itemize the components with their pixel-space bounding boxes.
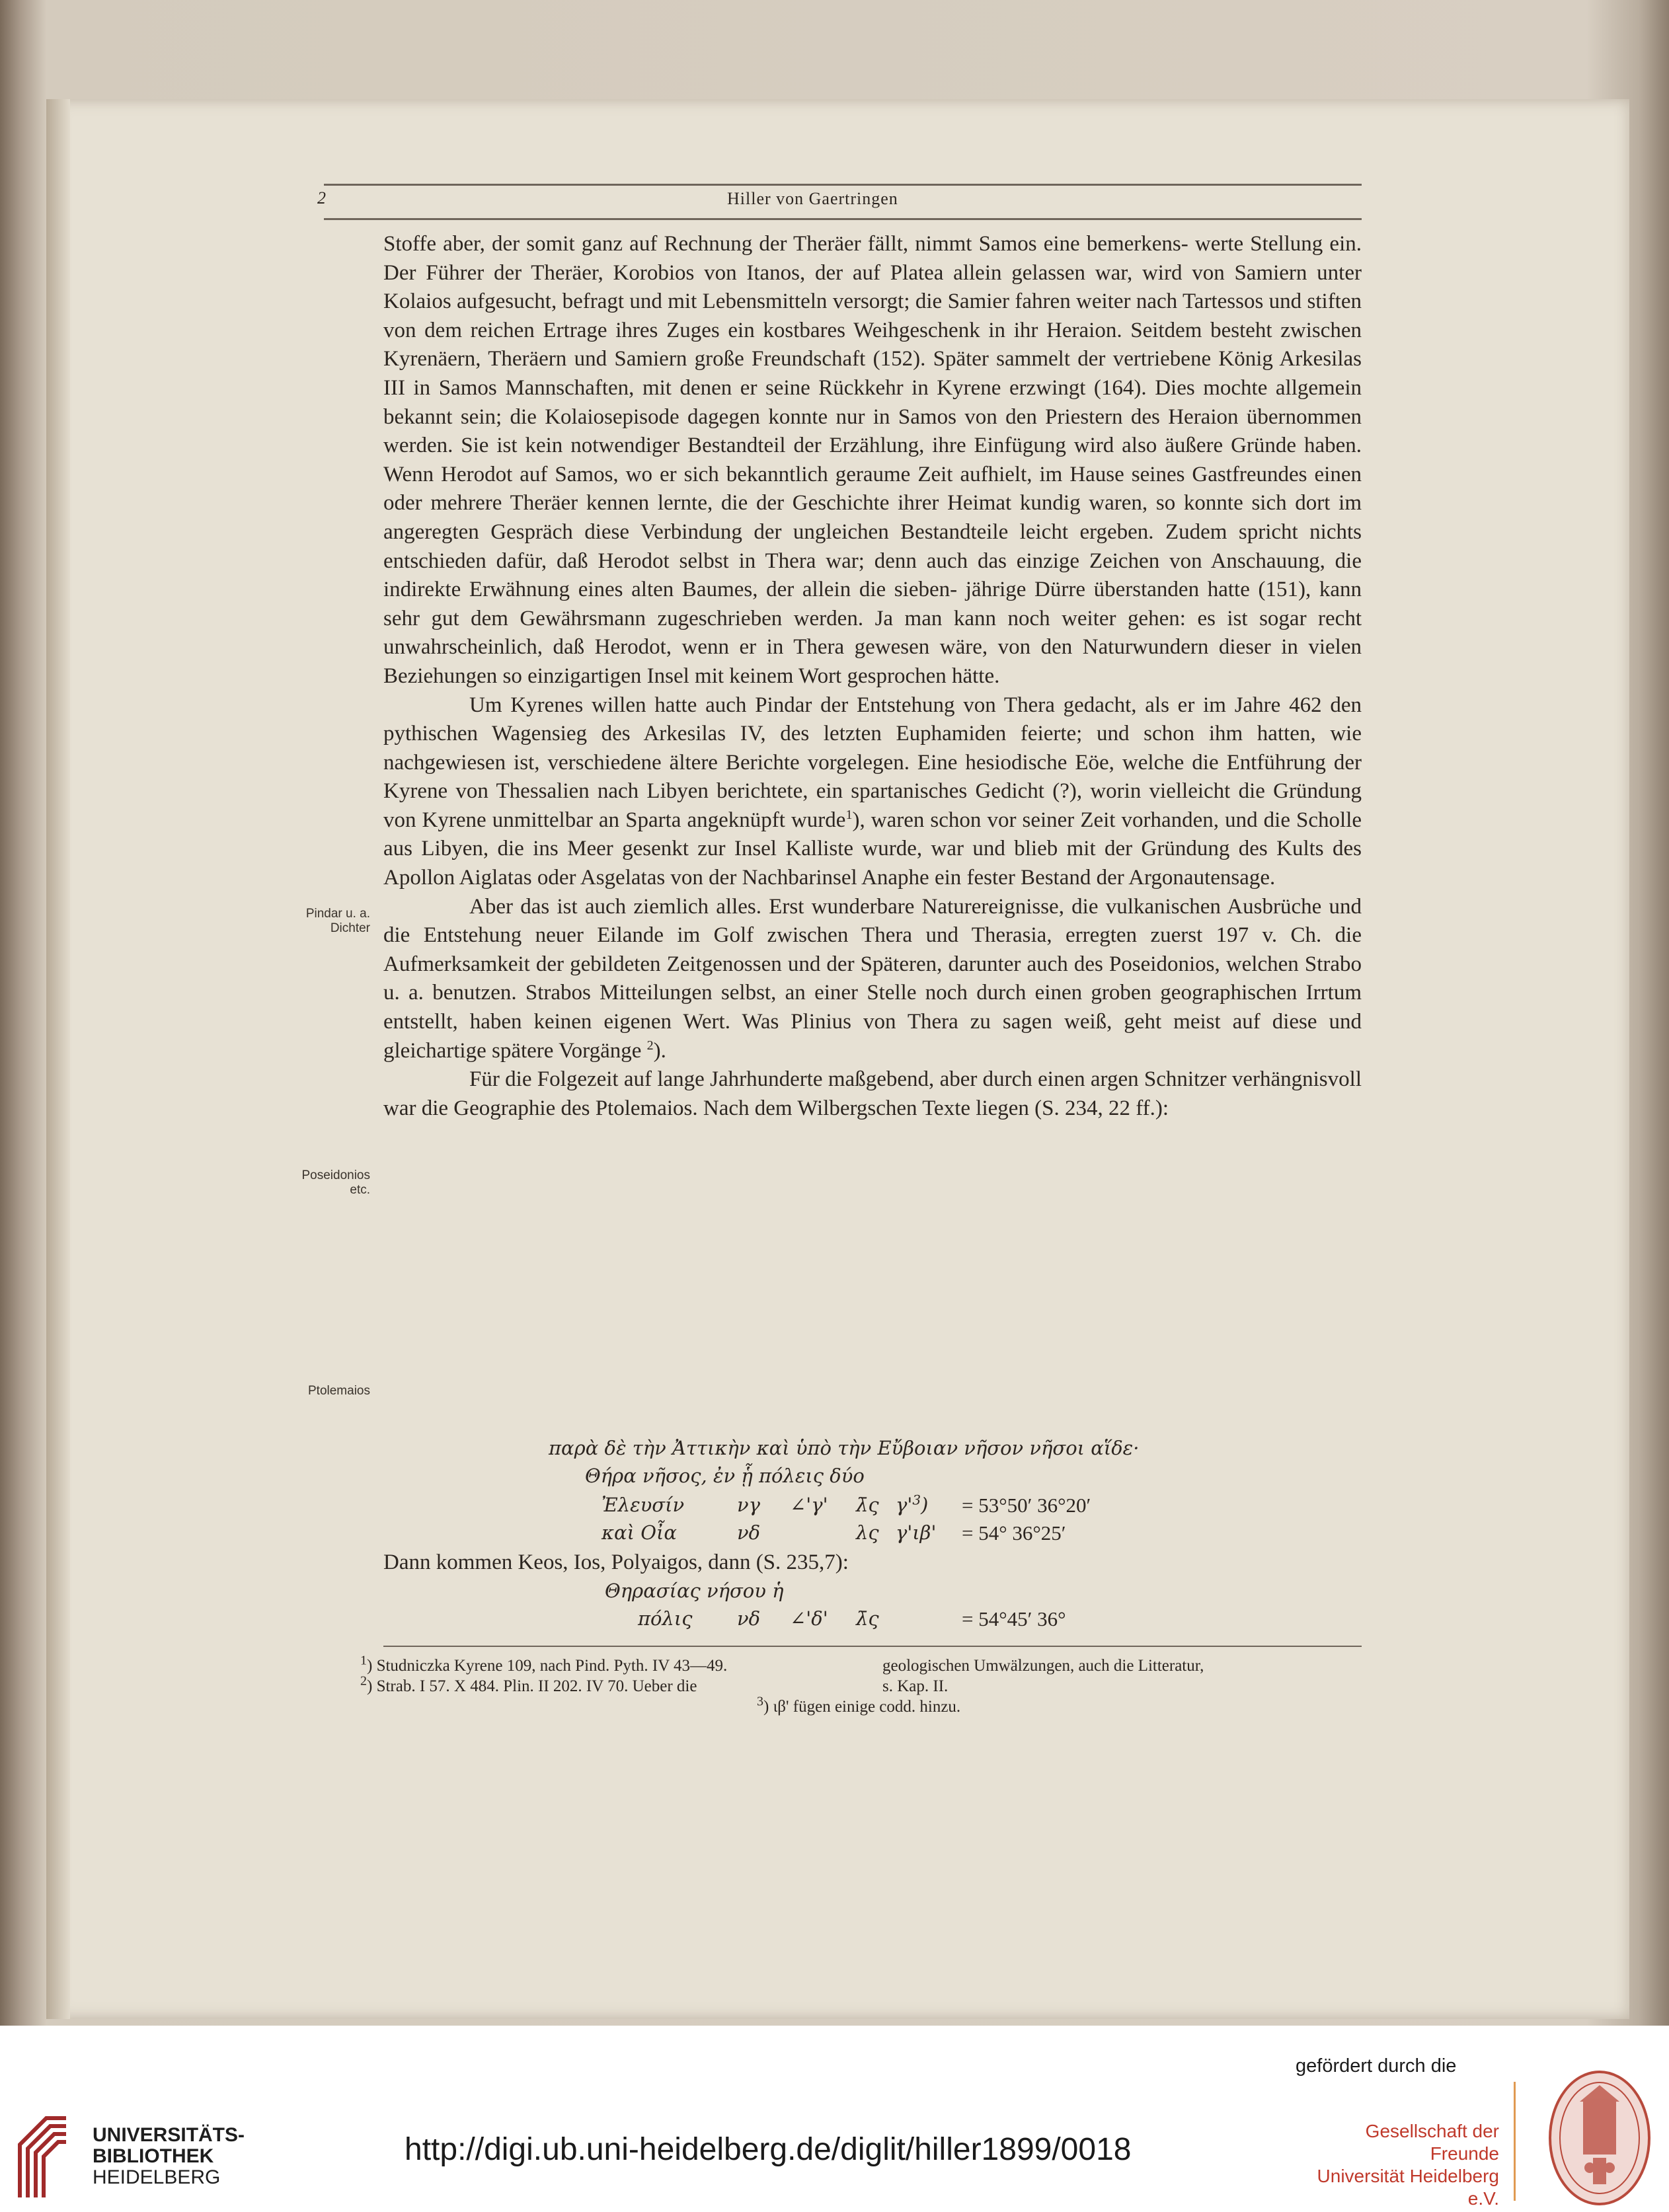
footnote-3: $^3$) ιβ' fügen einige codd. hinzu. [757,1694,961,1716]
text-line: verhängnisvoll war die Geographie des Ptolemaios. Nach dem Wilbergschen Texte liegen [383,1067,1362,1120]
place-name: καὶ Οἶα [602,1521,677,1544]
text-line: zuerst 197 v. Ch. die Aufmerksamkeit der gebildeten Zeitgenossen und der Späteren, darunter [383,923,1362,976]
text-line: Zuges ein kostbares Weihgeschenk in ihr Heraion. Seitdem besteht zwischen Kyrenäern, [383,318,1362,371]
text-line: Argonautensage. [1128,866,1276,890]
paragraph-pindar [383,691,1362,893]
footer-divider [1514,2082,1516,2201]
marginal-note-ptolemaios: Ptolemaios [308,1384,370,1398]
coord-value: ∠'δ' [790,1607,828,1630]
text-line: Ausbrüche und die Entstehung neuer Eilande im Golf zwischen Thera und Therasia, erregten [383,894,1362,948]
greek-line: Θήρα νῆσος, ἐν ᾗ πόλεις δύο [585,1465,865,1487]
text-line: Arkesilas III in Samos Mannschaften, mit denen er seine Rückkehr in Kyrene erzwingt (164). [383,347,1362,400]
text-line: auch des Poseidonios, welchen Strabo u. a. benutzen. Strabos Mitteilungen selbst, an einer [383,952,1362,1005]
text-line: Ja man kann noch weiter gehen: es ist sogar recht unwahrscheinlich, daß Herodot, wenn er [383,606,1362,660]
text-line: Apollon Aiglatas oder Asgelatas von der Nachbarinsel Anaphe ein fester Bestand der [383,866,1124,890]
footnote-2-continuation: geologischen Umwälzungen, auch die Litteratur, [882,1657,1204,1675]
footnote-rule [383,1646,1362,1647]
coord-value: λ̄ς [856,1494,879,1516]
marginal-note-pindar [238,907,370,936]
footnote-marker[interactable]: 2 [646,1038,654,1053]
text-line: Insel mit keinem Wort gesprochen hätte. [646,664,1000,688]
footnote-marker[interactable]: 3 [912,1492,921,1508]
greek-line: Θηρασίας νήσου ἡ [605,1580,784,1602]
place-name: πόλις [638,1607,693,1630]
text-line: werte Stellung ein. Der Führer der Theräer, Korobios von Itanos, der auf Platea allein [383,232,1362,285]
text-line: spricht nichts entschieden dafür, daß Herodot selbst in Thera war; denn auch das einzige [383,519,1362,573]
marginal-line: Pindar u. a. [305,907,370,921]
text-line: Dies mochte allgemein bekannt sein; die Kolaiosepisode dagegen konnte nur in Samos von [383,375,1362,429]
sponsor-name: Gesellschaft der Freunde Universität Heidelberg e.V. [1317,2121,1499,2209]
coord-result: = 54° 36°25′ [962,1521,1066,1545]
sponsor-intro: gefördert durch die [1296,2055,1457,2077]
header-rule-top [324,184,1362,186]
text-line: gelassen war, wird von Samiern unter Kolaios aufgesucht, befragt und mit Lebensmitteln [383,260,1362,314]
coord-value: νδ [737,1521,761,1544]
coord-value-with-note: $\gamma'^3$) [896,1492,929,1516]
text-line: (S. 234, 22 ff.): [1034,1096,1169,1120]
ub-heidelberg-logo-icon [13,2105,73,2204]
marginal-note-poseidonios [238,1168,370,1198]
library-name: UNIVERSITÄTS- BIBLIOTHEK HEIDELBERG [93,2124,245,2188]
text-line: Jahre 462 den pythischen Wagensieg des Arkesilas IV, des letzten Euphamiden feierte; und [383,693,1362,746]
text-line: ), waren schon vor seiner Zeit vorhanden, und die Scholle aus Libyen, die [383,808,1362,861]
marginal-line: Poseidonios [301,1168,370,1182]
body-text [383,230,1362,1123]
coord-result: = 53°50′ 36°20′ [962,1494,1091,1517]
text-line: ). [653,1038,666,1063]
text-line: angeknüpft wurde [687,808,846,832]
digital-object-url[interactable]: http://digi.ub.uni-heidelberg.de/diglit/hiller1899/0018 [405,2132,1132,2167]
text-line: versorgt; die Samier fahren weiter nach Tartessos und stiften von dem reichen Ertrage ihres [383,289,1362,342]
text-line: Zeichen von Anschauung, die indirekte Erwähnung eines alten Baumes, der allein die sieben- [383,549,1362,602]
university-seal-icon [1547,2069,1652,2207]
paragraph-ptolemaios [383,1065,1362,1123]
text-line: Um Kyrenes willen hatte auch Pindar der Entstehung von Thera gedacht, als er im [469,693,1226,717]
text-line: Theräer kennen lernte, die der Geschichte ihrer Heimat kundig waren, so konnte sich dort im [510,491,1362,515]
footnote-2: $^2$) Strab. I 57. X 484. Plin. II 202. IV 70. Ueber die [360,1673,697,1695]
text-line: in Thera gewesen wäre, von den Naturwundern dieser in vielen Beziehungen so einzigartigen [383,635,1362,688]
coord-value: λ̄ς [856,1607,879,1630]
text-line: Was Plinius von Thera zu sagen weiß, geht meist auf diese und gleichartige spätere Vorgänge [383,1010,1362,1063]
text-line: angeregten Gespräch diese Verbindung der ungleichen Bestandteile leicht ergeben. Zudem [383,519,1227,544]
text-line: Aber das ist auch ziemlich alles. Erst wunderbare Naturereignisse, die vulkanischen [469,894,1221,919]
coord-result: = 54°45′ 36° [962,1607,1066,1630]
text-line: Stelle noch durch einen groben geographischen Irrtum entstellt, haben keinen eigenen Wert. [383,981,1362,1034]
text-line: hesiodische Eöe, welche die Entführung der Kyrene von Thessalien nach Libyen berichtete, [383,750,1362,804]
text-line: ein spartanisches Gedicht (?), worin vielleicht die Gründung von Kyrene unmittelbar an Sparta [383,779,1362,832]
coord-value: νδ [737,1607,761,1630]
text-line: den Priestern des Heraion übernommen werden. Sie ist kein notwendiger Bestandteil der [383,404,1362,458]
greek-line: παρὰ δὲ τὴν Ἀττικὴν καὶ ὑπὸ τὴν Εὔβοιαν νῆσον νῆσοι αἵδε· [549,1437,1140,1459]
text-line: Theräern und Samiern große Freundschaft (152). Später sammelt der vertriebene König [488,347,1273,371]
text-line: ins Meer gesenkt zur Insel Kalliste wurde, war und blieb mit der Gründung des Kults des [533,837,1362,861]
text-line: er sich bekanntlich geraume Zeit aufhielt, im Hause seines Gastfreundes einen oder mehrere [383,462,1362,515]
coord-value: νγ [737,1494,760,1516]
footnote-marker[interactable]: 1 [845,807,853,822]
header-rule-bottom [324,218,1362,220]
footnote-1: $^1$) Studniczka Kyrene 109, nach Pind. Pyth. IV 43—49. [360,1653,728,1675]
paragraph-herodot [383,230,1362,691]
coord-value: γ'ιβ' [896,1521,937,1544]
paragraph-poseidonios [383,893,1362,1066]
coord-value: λς [856,1521,879,1544]
text-line: Dann kommen Keos, Ios, Polyaigos, dann (S. 235,7): [383,1550,849,1574]
marginal-line: etc. [350,1183,370,1197]
text-line: Für die Folgezeit auf lange Jahrhunderte maßgebend, aber durch einen argen Schnitzer [469,1067,1227,1092]
text-line: jährige Dürre überstanden hatte (151), kann sehr gut dem Gewährsmann zugeschrieben werden. [383,578,1362,630]
place-name: Ἐλευσίν [602,1494,685,1516]
text-line: Stoffe aber, der somit ganz auf Rechnung der Theräer fällt, nimmt Samos eine bemerkens- [383,232,1188,256]
footnote-2-continuation: s. Kap. II. [882,1677,949,1695]
text-line: schon ihm hatten, wie nachgewiesen ist, verschiedene ältere Berichte vorgelegen. Eine [383,722,1362,775]
running-head: Hiller von Gaertringen [727,189,898,208]
coord-value: ∠'γ' [790,1494,828,1516]
page-binding-edge [46,99,70,2019]
marginal-line: Dichter [330,921,370,935]
page-number: 2 [317,188,326,208]
text-line: Erzählung, ihre Einfügung wird also äußere Gründe haben. Wenn Herodot auf Samos, wo [383,434,1362,486]
